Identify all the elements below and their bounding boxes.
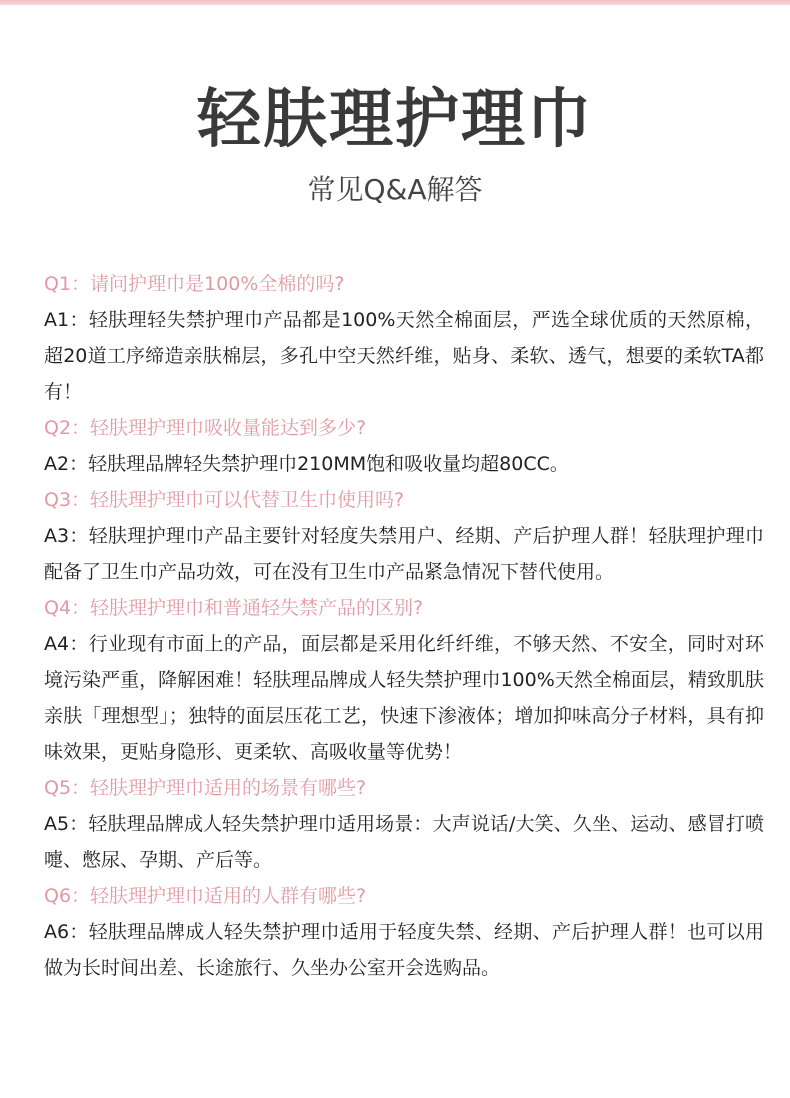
question-3: Q3：轻肤理护理巾可以代替卫生巾使用吗? xyxy=(44,489,405,511)
qa-item-2 xyxy=(44,410,764,482)
question-4: Q4：轻肤理护理巾和普通轻失禁产品的区别? xyxy=(44,597,424,619)
qa-item-1 xyxy=(44,266,764,410)
qa-item-4 xyxy=(44,590,764,770)
answer-4: A4：行业现有市面上的产品，面层都是采用化纤纤维，不够天然、不安全，同时对环境污染严重，降解困难！轻肤理品牌成人轻失禁护理巾100%天然全棉面层，精致肌肤亲肤「理想型」；独特的面层压花工艺，快速下渗液体；增加抑味高分子材料，具有抑味效果，更贴身隐形、更柔软、高吸收量等优势！ xyxy=(44,633,764,763)
question-6: Q6：轻肤理护理巾适用的人群有哪些? xyxy=(44,885,367,907)
question-5: Q5：轻肤理护理巾适用的场景有哪些? xyxy=(44,777,367,799)
answer-5: A5：轻肤理品牌成人轻失禁护理巾适用场景：大声说话/大笑、久坐、运动、感冒打喷嚏、憋尿、孕期、产后等。 xyxy=(44,813,764,871)
page-title: 轻肤理护理巾 xyxy=(197,83,593,157)
answer-3: A3：轻肤理护理巾产品主要针对轻度失禁用户、经期、产后护理人群！轻肤理护理巾配备了卫生巾产品功效，可在没有卫生巾产品紧急情况下替代使用。 xyxy=(44,525,764,583)
qa-list xyxy=(44,266,764,986)
question-1: Q1：请问护理巾是100%全棉的吗? xyxy=(44,273,345,295)
top-accent-bar xyxy=(0,0,790,5)
question-2: Q2：轻肤理护理巾吸收量能达到多少? xyxy=(44,417,367,439)
answer-2: A2：轻肤理品牌轻失禁护理巾210MM饱和吸收量均超80CC。 xyxy=(44,453,569,475)
qa-item-6 xyxy=(44,878,764,986)
answer-6: A6：轻肤理品牌成人轻失禁护理巾适用于轻度失禁、经期、产后护理人群！也可以用做为长时间出差、长途旅行、久坐办公室开会选购品。 xyxy=(44,921,764,979)
qa-item-3 xyxy=(44,482,764,590)
qa-item-5 xyxy=(44,770,764,878)
answer-1: A1：轻肤理轻失禁护理巾产品都是100%天然全棉面层，严选全球优质的天然原棉，超20道工序缔造亲肤棉层，多孔中空天然纤维，贴身、柔软、透气，想要的柔软TA都有！ xyxy=(44,309,764,403)
page-subtitle: 常见Q&A解答 xyxy=(307,173,483,206)
